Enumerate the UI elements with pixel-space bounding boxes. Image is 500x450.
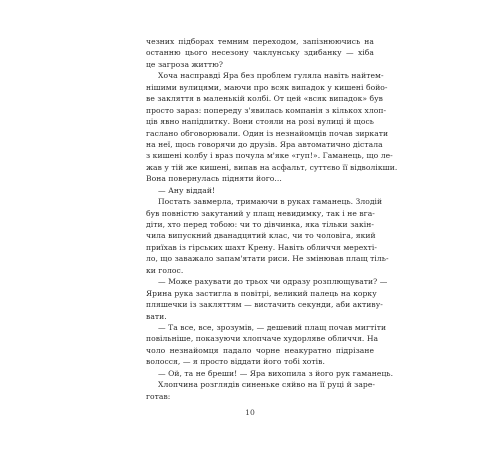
body-text: [146, 36, 398, 402]
text-line: гаслано обговорювали. Один із незнайомців почав зиркати: [146, 128, 389, 138]
text-line: ве закляття в маленькій колбі. От цей «всяк випадок» був: [146, 94, 383, 104]
text-line: чезних підборах темним переходом, запізнюючись на: [146, 37, 374, 46]
text-line: волосся, — я просто віддати його тобі хотів.: [146, 357, 325, 367]
text-line: повільніше, показуючи хлопчаче худорляве обличчя. На: [146, 334, 379, 344]
text-line: на неї, щось говорячи до друзів. Яра автоматично дістала: [146, 139, 383, 149]
text-line: Ярина рука застигла в повітрі, великий палець на корку: [146, 288, 377, 298]
text-line: ців явно напідпитку. Вони стояли на розі вулиці й щось: [146, 117, 374, 127]
page-number: 10: [245, 408, 255, 417]
text-line: Постать завмерла, тримаючи в руках гаманець. Злодій: [158, 197, 383, 207]
text-line: це загроза життю?: [146, 59, 223, 69]
text-line: чоло незнайомця падало чорне неакуратно підрізане: [146, 345, 374, 355]
text-line: приїхав із гірських шахт Крену. Навіть обличчя мерехті-: [146, 242, 377, 252]
text-line: діти, хто перед тобою: чи то дівчинка, яка тільки закін-: [146, 220, 374, 229]
text-line: — Ой, та не бреши! — Яра вихопила з його рук гаманець.: [158, 368, 394, 378]
text-line: чила випускний дванадцятий клас, чи то чоловіга, який: [146, 231, 376, 241]
text-line: — Та все, все, зрозумів, — дешевий плащ почав мигтіти: [158, 322, 387, 332]
text-line: — Може рахувати до трьох чи одразу розплющувати? —: [158, 277, 388, 287]
text-line: останню цього несезону чаклунську здибанку — хіба: [146, 48, 374, 58]
text-line: був повністю закутаний у плащ невидимку, так і не вга-: [146, 208, 375, 218]
text-line: Вона повернулась підняти його...: [146, 174, 282, 184]
text-line: просто зараз: попереду з'явилась компанія з кількох хлоп-: [146, 105, 387, 115]
text-line: ки голос.: [146, 265, 184, 275]
text-line: готав:: [146, 391, 171, 401]
text-line: ло, що заважало запам'ятати риси. Не змінював плащ тіль-: [146, 254, 389, 264]
text-line: пляшечки із закляттям — вистачить секунди, аби активу-: [146, 300, 383, 310]
text-line: Хлопчина розглядів синеньке сяйво на її руці й заре-: [158, 380, 375, 390]
text-line: жав у тій же кишені, випав на асфальт, суттєво її відволікши.: [146, 162, 398, 172]
text-line: з кишені колбу і враз почула м'яке «гуп!». Гаманець, що ле-: [146, 151, 393, 161]
text-line: нішими вулицями, маючи про всяк випадок у кишені бойо-: [146, 82, 388, 92]
text-line: Хоча насправді Яра без проблем гуляла навіть найтем-: [158, 71, 384, 81]
text-line: вати.: [146, 311, 167, 321]
text-line: — Ану віддай!: [158, 185, 216, 195]
